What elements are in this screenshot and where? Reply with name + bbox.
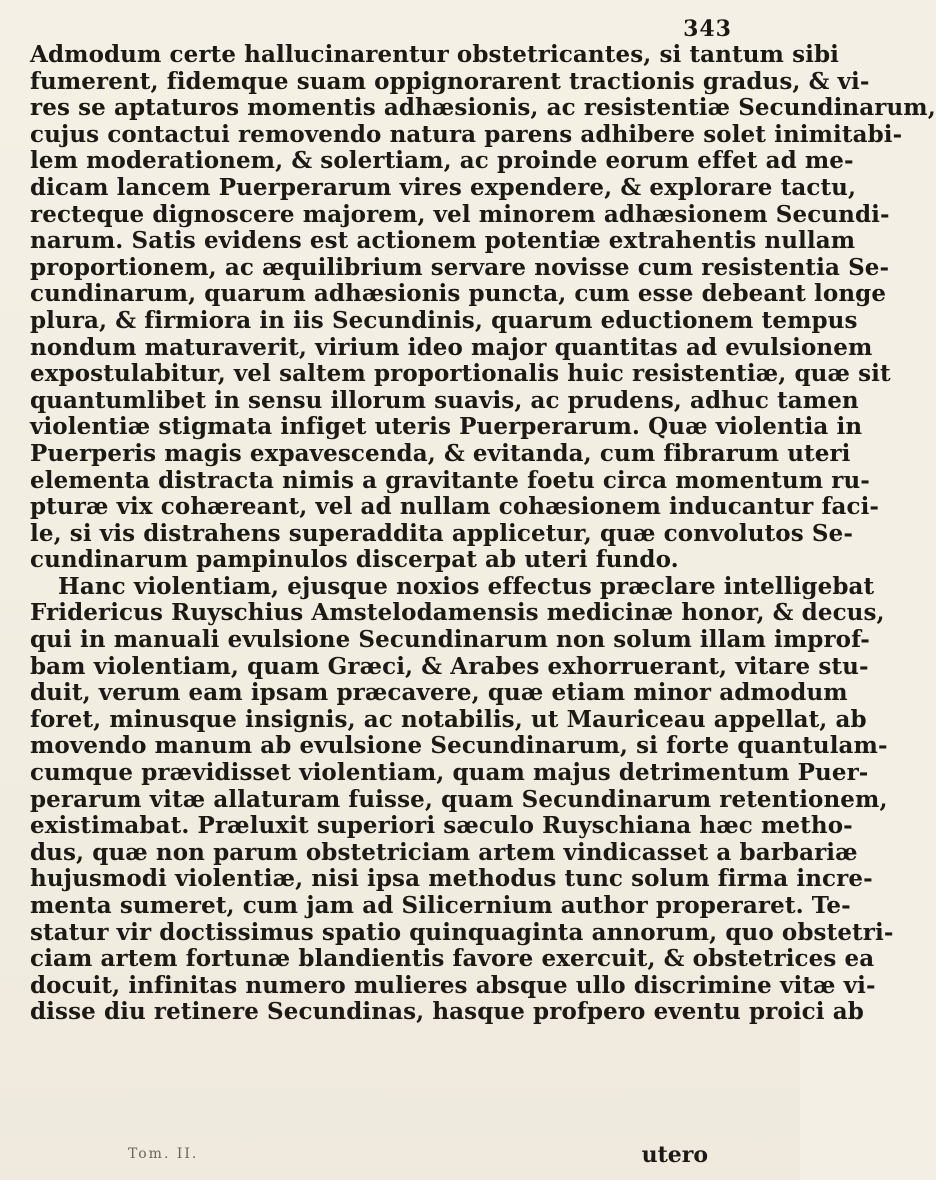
text-line: perarum vitæ allaturam fuisse, quam Secundinarum retentionem,: [30, 785, 888, 813]
text-line: duit, verum eam ipsam præcavere, quæ etiam minor admodum: [30, 679, 848, 707]
text-line: Puerperis magis expavescenda, & evitanda, cum fibrarum uteri: [30, 439, 851, 467]
catchword: utero: [641, 1142, 708, 1168]
text-line: le, si vis distrahens superaddita applicetur, quæ convolutos Se-: [30, 519, 853, 547]
text-line: expostulabitur, vel saltem proportionalis huic resistentiæ, quæ sit: [30, 360, 891, 388]
text-line: narum. Satis evidens est actionem potentiæ extrahentis nullam: [30, 227, 856, 255]
text-line: cundinarum pampinulos discerpat ab uteri fundo.: [30, 546, 679, 574]
text-line: res se aptaturos momentis adhæsionis, ac resistentiæ Secundinarum,: [30, 94, 936, 122]
text-line: cundinarum, quarum adhæsionis puncta, cum esse debeant longe: [30, 280, 887, 308]
body-text: [30, 41, 936, 1026]
text-line: Admodum certe hallucinarentur obstetricantes, si tantum sibi: [30, 41, 840, 68]
text-line: ciam artem fortunæ blandientis favore exercuit, & obstetrices ea: [30, 945, 875, 973]
text-line: dicam lancem Puerperarum vires expendere, & explorare tactu,: [30, 173, 857, 201]
page-number: 343: [683, 16, 732, 42]
signature-mark: Tom. II.: [128, 1146, 199, 1162]
text-line: cumque prævidisset violentiam, quam majus detrimentum Puer-: [30, 759, 869, 787]
text-line: hujusmodi violentiæ, nisi ipsa methodus tunc solum firma incre-: [30, 865, 873, 893]
text-line: quantumlibet in sensu illorum suavis, ac prudens, adhuc tamen: [30, 386, 859, 414]
text-line: proportionem, ac æquilibrium servare novisse cum resistentia Se-: [30, 253, 890, 281]
text-line: menta sumeret, cum jam ad Silicernium author properaret. Te-: [30, 892, 851, 919]
text-line: statur vir doctissimus spatio quinquaginta annorum, quo obstetri-: [30, 918, 894, 946]
text-line: recteque dignoscere majorem, vel minorem adhæsionem Secundi-: [30, 200, 890, 228]
text-line: lem moderationem, & solertiam, ac proinde eorum effet ad me-: [30, 147, 854, 175]
text-line: fumerent, fidemque suam oppignorarent tractionis gradus, & vi-: [30, 67, 870, 95]
text-line: elementa distracta nimis a gravitante foetu circa momentum ru-: [30, 466, 870, 494]
text-line: plura, & firmiora in iis Secundinis, quarum eductionem tempus: [30, 306, 858, 334]
text-line: foret, minusque insignis, ac notabilis, ut Mauriceau appellat, ab: [30, 705, 867, 733]
text-line: bam violentiam, quam Græci, & Arabes exhorruerant, vitare stu-: [30, 652, 869, 680]
text-line: disse diu retinere Secundinas, hasque profpero eventu proici ab: [30, 998, 864, 1026]
text-line: pturæ vix cohæreant, vel ad nullam cohæsionem inducantur faci-: [30, 493, 880, 521]
text-line: nondum maturaverit, virium ideo major quantitas ad evulsionem: [30, 333, 873, 361]
text-line: cujus contactui removendo natura parens adhibere solet inimitabi-: [30, 120, 903, 148]
text-line: docuit, infinitas numero mulieres absque ullo discrimine vitæ vi-: [30, 971, 876, 999]
text-line: violentiæ stigmata infiget uteris Puerperarum. Quæ violentia in: [30, 413, 863, 441]
text-line: Hanc violentiam, ejusque noxios effectus præclare intelligebat: [58, 572, 875, 600]
text-line: Fridericus Ruyschius Amstelodamensis medicinæ honor, & decus,: [30, 599, 885, 627]
text-line: movendo manum ab evulsione Secundinarum, si forte quantulam-: [30, 732, 888, 760]
text-line: existimabat. Præluxit superiori sæculo Ruyschiana hæc metho-: [30, 812, 853, 840]
text-line: qui in manuali evulsione Secundinarum non solum illam improf-: [30, 626, 870, 654]
text-line: dus, quæ non parum obstetriciam artem vindicasset a barbariæ: [30, 838, 858, 866]
